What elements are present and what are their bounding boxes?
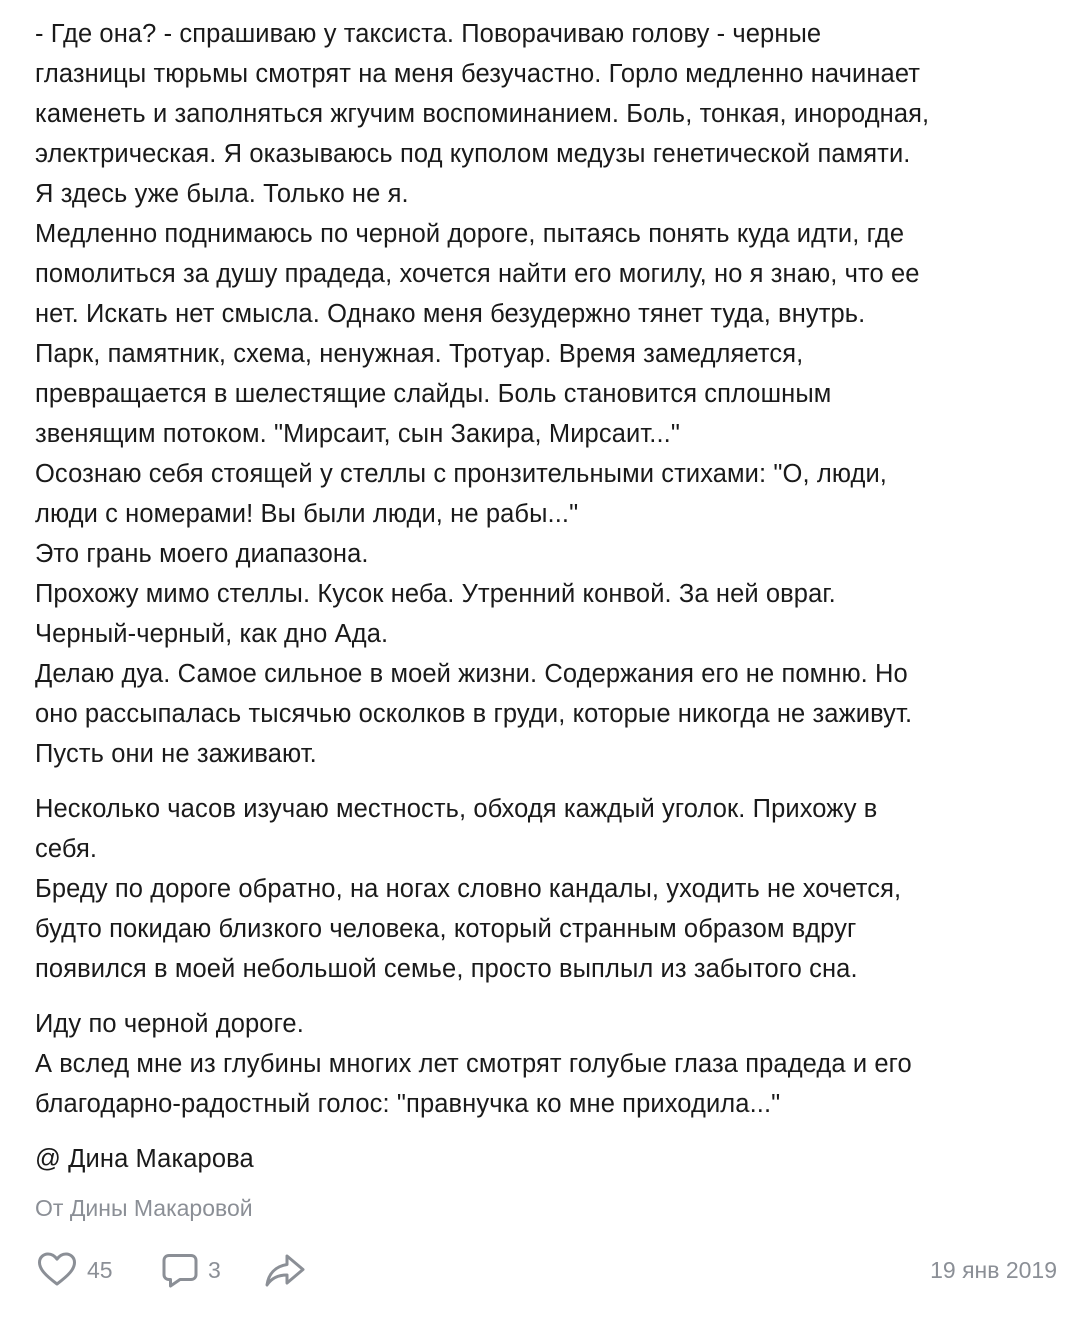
like-button[interactable] — [35, 1248, 113, 1292]
post-text-line: Это грань моего диапазона. — [35, 540, 369, 568]
post-text-line: звенящим потоком. "Мирсаит, сын Закира, Мирсаит..." — [35, 420, 680, 448]
post — [35, 14, 1065, 1223]
post-text-line: Иду по черной дороге. — [35, 1010, 304, 1038]
post-text-line: А вслед мне из глубины многих лет смотрят голубые глаза прадеда и его — [35, 1050, 912, 1078]
share-button[interactable] — [263, 1248, 307, 1292]
post-text-line: Медленно поднимаюсь по черной дороге, пытаясь понять куда идти, где — [35, 220, 905, 248]
post-text-line: Несколько часов изучаю местность, обходя каждый уголок. Прихожу в — [35, 795, 878, 823]
post-text-line: - Где она? - спрашиваю у таксиста. Поворачиваю голову - черные — [35, 20, 822, 48]
post-text-line: Бреду по дороге обратно, на ногах словно кандалы, уходить не хочется, — [35, 875, 902, 903]
post-text-line: Парк, памятник, схема, ненужная. Тротуар. Время замедляется, — [35, 340, 804, 368]
post-text-line: благодарно-радостный голос: "правнучка ко мне приходила..." — [35, 1090, 781, 1118]
post-date: 19 янв 2019 — [930, 1257, 1057, 1283]
post-text-line: помолиться за душу прадеда, хочется найти его могилу, но я знаю, что ее — [35, 260, 920, 288]
post-text-line: себя. — [35, 835, 98, 863]
post-text-line: люди с номерами! Вы были люди, не рабы..." — [35, 500, 579, 528]
post-text — [35, 14, 1065, 1124]
post-text-line: нет. Искать нет смысла. Однако меня безудержно тянет туда, внутрь. — [35, 300, 866, 328]
post-text-line: Пусть они не заживают. — [35, 740, 317, 768]
post-text-line: электрическая. Я оказываюсь под куполом медузы генетической памяти. — [35, 140, 911, 168]
post-text-line: Делаю дуа. Самое сильное в моей жизни. Содержания его не помню. Но — [35, 660, 908, 688]
post-text-line: Осознаю себя стоящей у стеллы с пронзительными стихами: "О, люди, — [35, 460, 887, 488]
post-text-line: Я здесь уже была. Только не я. — [35, 180, 409, 208]
post-text-line: глазницы тюрьмы смотрят на меня безучастно. Горло медленно начинает — [35, 60, 921, 88]
post-text-line: каменеть и заполняться жгучим воспоминанием. Боль, тонкая, инородная, — [35, 100, 930, 128]
post-text-line: Прохожу мимо стеллы. Кусок неба. Утренний конвой. За ней овраг. — [35, 580, 836, 608]
post-text-line: появился в моей небольшой семье, просто выплыл из забытого сна. — [35, 955, 858, 983]
comment-bubble-icon — [160, 1248, 200, 1292]
post-text-line: Черный-черный, как дно Ада. — [35, 620, 389, 648]
comment-count: 3 — [208, 1256, 221, 1283]
share-arrow-icon — [263, 1248, 307, 1292]
post-text-line: будто покидаю близкого человека, который странным образом вдруг — [35, 915, 857, 943]
like-count: 45 — [87, 1256, 113, 1283]
post-paragraph — [35, 14, 1065, 774]
post-source-link[interactable]: От Дины Макаровой — [35, 1195, 253, 1221]
post-paragraph — [35, 789, 1065, 989]
post-text-line: оно рассыпалась тысячью осколков в груди, которые никогда не заживут. — [35, 700, 913, 728]
heart-icon — [35, 1248, 79, 1292]
post-signature: @ Дина Макарова — [35, 1145, 254, 1173]
post-actions-bar — [35, 1248, 1057, 1292]
post-paragraph — [35, 1004, 1065, 1124]
comment-button[interactable] — [160, 1248, 221, 1292]
post-text-line: превращается в шелестящие слайды. Боль становится сплошным — [35, 380, 832, 408]
